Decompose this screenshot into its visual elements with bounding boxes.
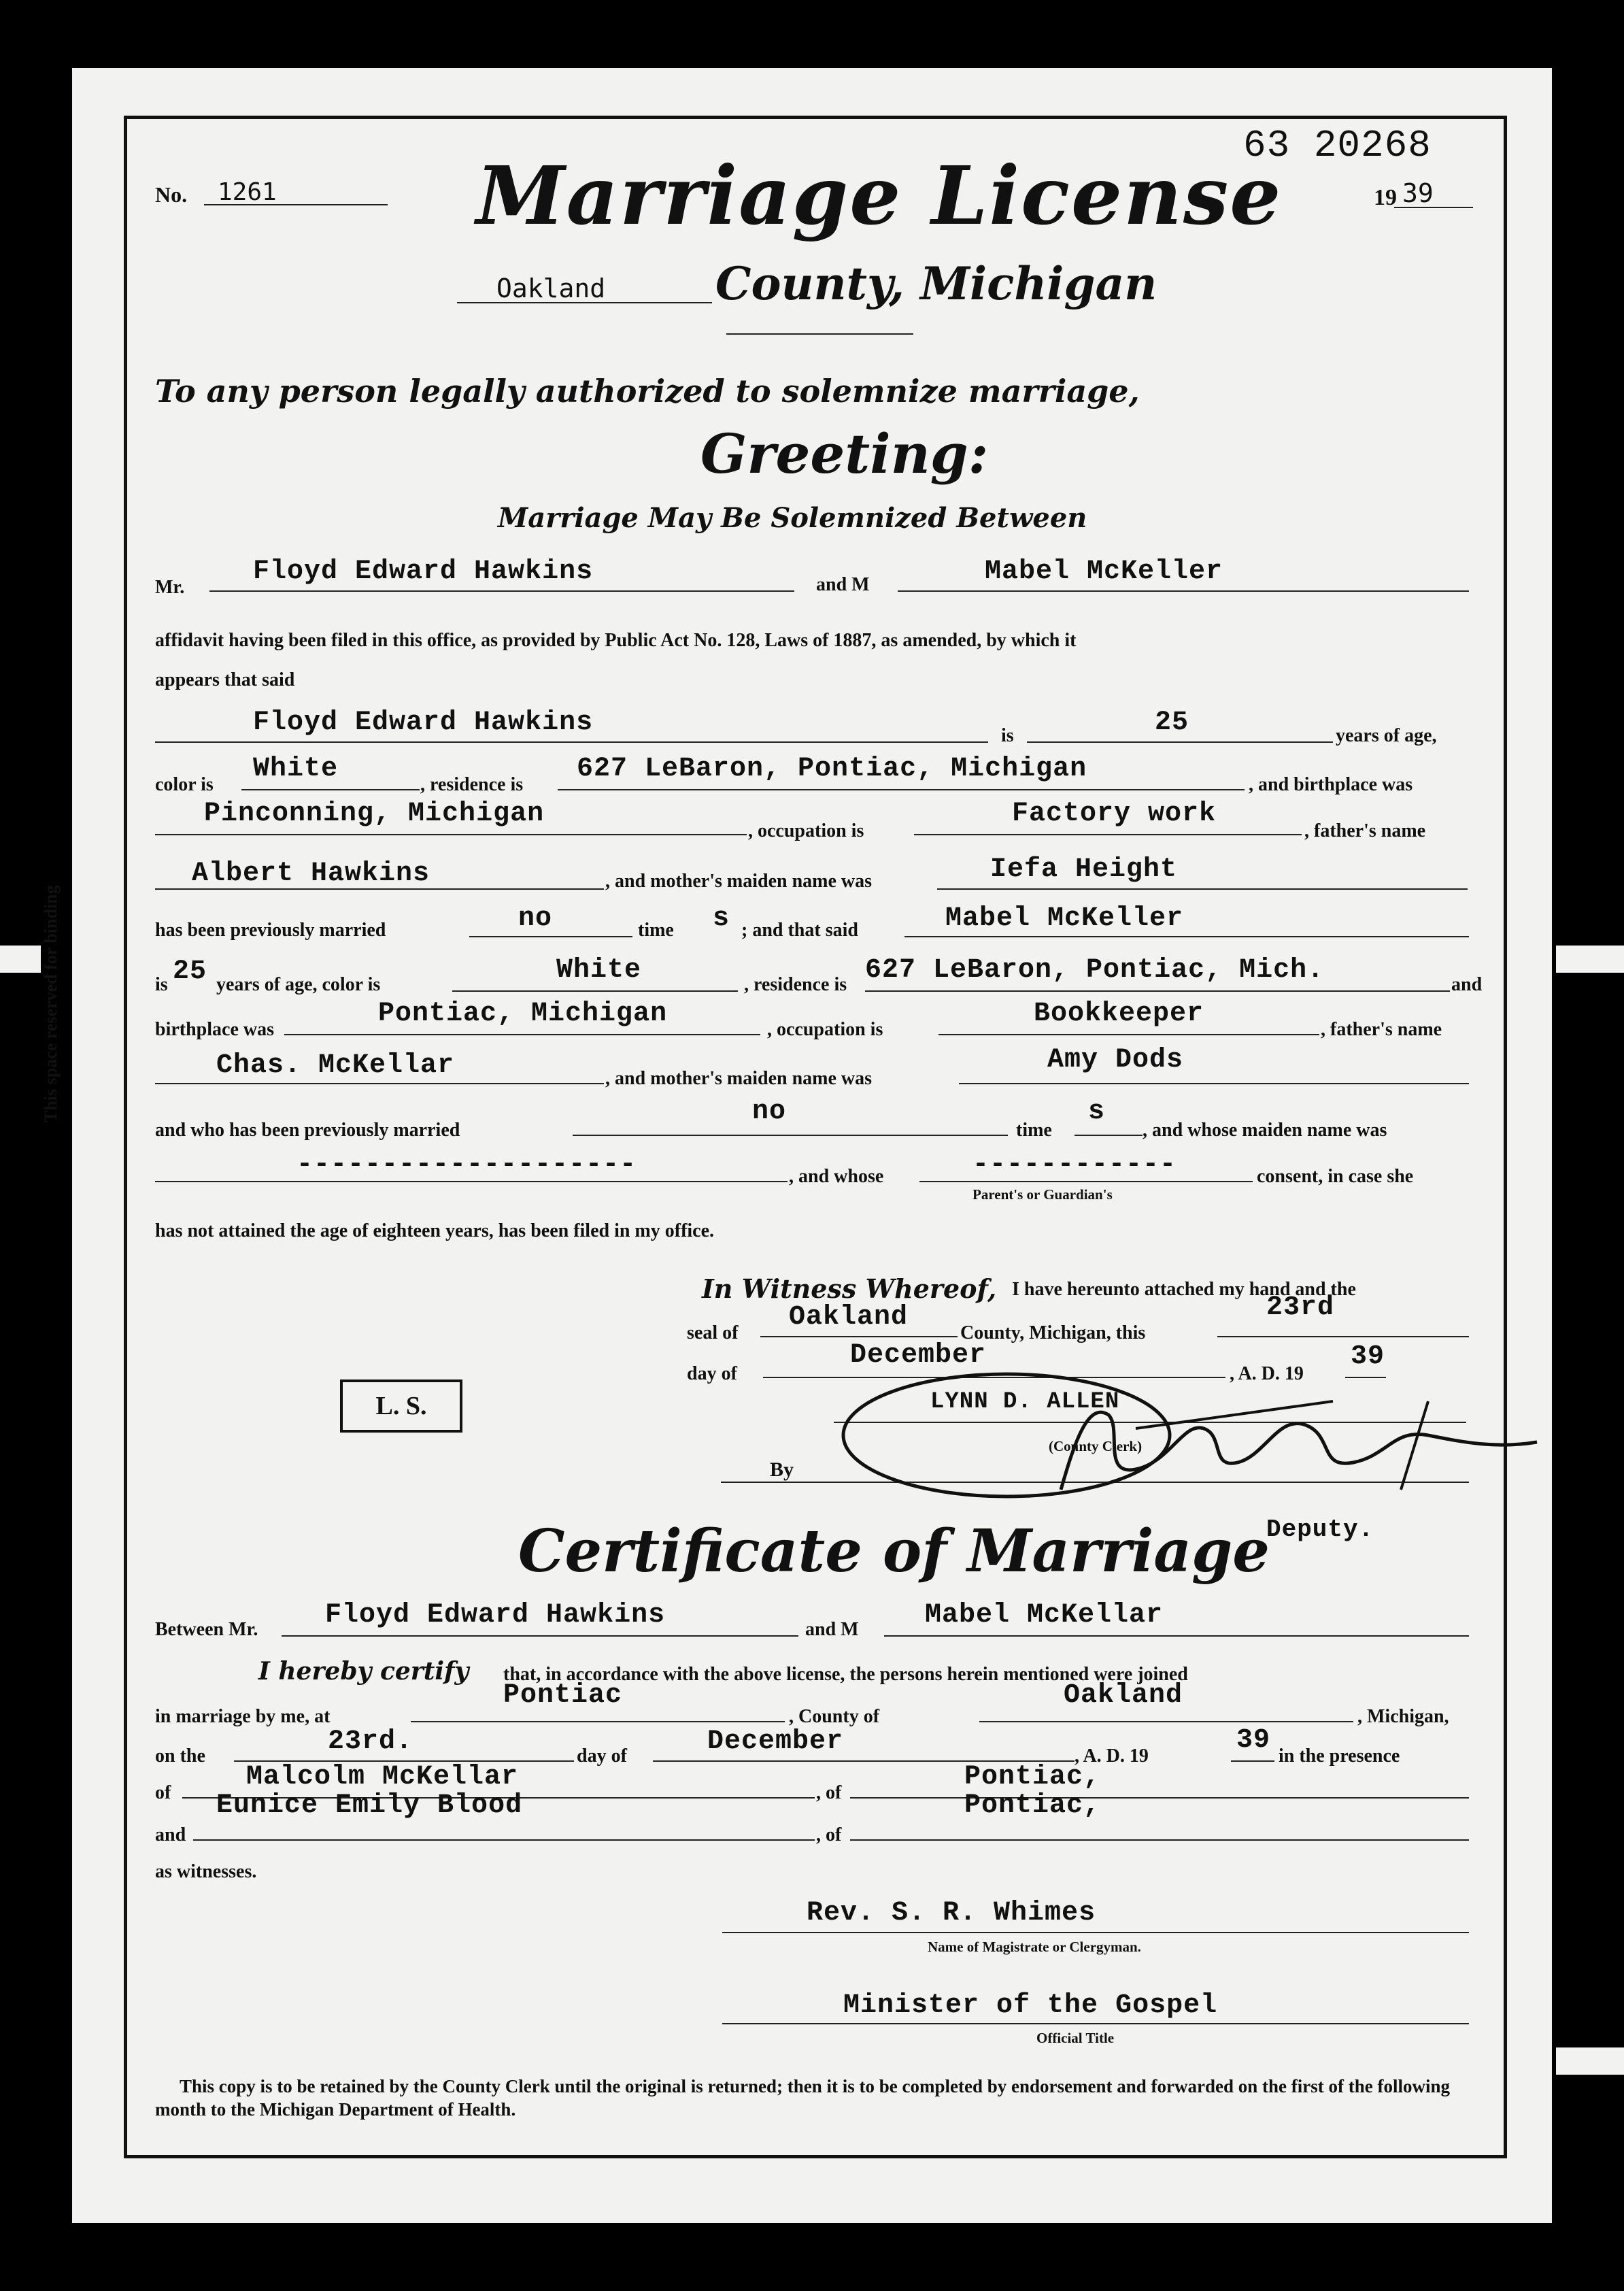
presence-label: in the presence [1279,1745,1400,1767]
cert-place: Pontiac [503,1680,623,1711]
groom-name: Floyd Edward Hawkins [253,556,594,587]
official-title-caption: Official Title [1036,2030,1115,2046]
bride-residence-line [865,990,1450,992]
salutation: To any person legally authorized to solemnize marriage, [155,373,1140,409]
affidavit-text: affidavit having been filed in this office, as provided by Public Act No. 128, Laws of 1887, as amended, by which it [155,630,1077,651]
bride-birthplace-line [284,1034,760,1035]
bride-time-label: time [1016,1120,1052,1141]
year-suffix: 39 [1402,178,1434,208]
file-number: 63 20268 [1243,124,1432,167]
deputy-label: Deputy. [1266,1516,1374,1543]
cert-groom: Floyd Edward Hawkins [325,1600,666,1631]
cert-day: 23rd. [328,1726,413,1757]
cert-and-label: and [155,1824,186,1845]
bride-mother: Amy Dods [1047,1045,1184,1075]
groom-prev-married-label: has been previously married [155,920,386,941]
bride-age: 25 [173,956,207,987]
bride-father: Chas. McKellar [216,1050,455,1081]
bride-occupation-line [938,1034,1319,1035]
year-value: 39 [1351,1341,1385,1372]
bride-residence-label: , residence is [744,974,847,995]
groom-residence-label: , residence is [420,774,524,795]
year-line [1394,207,1473,208]
seal-box: L. S. [340,1379,462,1433]
groom-prev-married: no [518,903,553,934]
cert-bride: Mabel McKellar [925,1600,1164,1631]
officiant: Rev. S. R. Whimes [807,1898,1096,1928]
witness-2-place: Pontiac, [964,1790,1101,1821]
on-the-label: on the [155,1745,205,1767]
bride-name: Mabel McKeller [985,556,1223,587]
cert-place-line [411,1721,785,1722]
greeting: Greeting: [700,422,989,486]
between-label: Between Mr. [155,1619,258,1640]
county-label: County, Michigan [715,257,1157,310]
cert-ad-label: , A. D. 19 [1075,1745,1149,1767]
certify-text: that, in accordance with the above license, the persons herein mentioned were joined [503,1664,1188,1685]
age-text: has not attained the age of eighteen years, has been filed in my office. [155,1220,715,1241]
bride-maiden-line [155,1181,788,1182]
married-label: in marriage by me, at [155,1706,331,1727]
license-no-line [204,204,388,205]
witness-1-of-label: , of [816,1782,842,1803]
witness-2: Eunice Emily Blood [216,1790,523,1821]
bride-color: White [556,955,642,986]
cert-bride-line [884,1635,1469,1637]
groom-mother-label: , and mother's maiden name was [605,871,873,892]
groom-time-label: time [638,920,674,941]
seal-label: seal of [687,1322,739,1343]
groom-birthplace: Pinconning, Michigan [204,799,545,829]
bride-birthplace-label: birthplace was [155,1019,274,1040]
cert-day-of-label: day of [577,1745,627,1767]
mr-label: Mr. [155,577,185,598]
bride-whose-label: , and whose [789,1166,884,1187]
binding-strip-left [0,946,41,973]
official-title-line [722,2023,1469,2024]
seal-county-line [760,1336,958,1337]
groom-residence-line [558,789,1245,790]
bride-name-2-line [904,936,1469,937]
cert-year: 39 [1236,1725,1271,1756]
witness-2-place-line [850,1839,1469,1841]
certify-lead: I hereby certify [258,1657,469,1686]
cert-year-line [1231,1760,1274,1762]
document-title: Marriage License [476,148,1283,243]
bride-maiden-dash: -------------------- [297,1150,637,1180]
license-no-value: 1261 [218,178,277,206]
groom-color: White [253,754,339,784]
cert-county-line [979,1721,1353,1722]
groom-father: Albert Hawkins [192,858,430,889]
bride-time-suffix: s [1088,1097,1106,1127]
cert-and-m-label: and M [805,1619,859,1640]
groom-years-label: years of age, [1336,725,1437,746]
guardian-dash: ------------ [972,1150,1177,1180]
groom-residence: 627 LeBaron, Pontiac, Michigan [577,754,1087,784]
as-witnesses: as witnesses. [155,1861,257,1882]
guardian-caption: Parent's or Guardian's [972,1186,1113,1203]
bride-color-line [452,990,738,992]
county-line [457,302,712,303]
day-of-label: day of [687,1363,737,1384]
ad-label: , A. D. 19 [1230,1363,1304,1384]
bride-father-label: , father's name [1321,1019,1442,1040]
bride-prev-married: no [752,1097,787,1127]
seal-county-label: County, Michigan, this [960,1322,1146,1343]
groom-mother: Iefa Height [990,854,1178,885]
bride-prev-married-line [573,1135,1008,1136]
bride-line [898,590,1469,592]
county-value: Oakland [496,273,606,303]
groom-occupation: Factory work [1012,799,1217,829]
groom-is-label: is [1001,725,1014,746]
binding-strip-right [1556,946,1624,973]
cert-county: Oakland [1064,1680,1183,1711]
bride-years-color-label: years of age, color is [216,974,381,995]
groom-occupation-line [914,834,1302,835]
guardian-line [919,1181,1253,1182]
bride-birthplace: Pontiac, Michigan [378,999,668,1029]
and-m-label: and M [816,574,870,595]
groom-name-2-line [155,741,988,743]
bride-occupation-label: , occupation is [767,1019,883,1040]
consent-label: consent, in case she [1257,1166,1414,1187]
bride-and-label: and [1451,974,1483,995]
cert-month: December [707,1726,844,1757]
bride-mother-label: , and mother's maiden name was [605,1068,873,1089]
bride-father-line [155,1083,604,1084]
year-prefix: 19 [1374,185,1397,210]
cert-of-label: of [155,1782,171,1803]
groom-father-line [155,888,604,890]
cert-county-label: , County of [789,1706,880,1727]
groom-time-suffix: s [713,903,730,934]
groom-prev-married-line [469,936,632,937]
witness-1-place-line [850,1797,1469,1799]
groom-mother-line [937,888,1468,890]
clerk-caption: (County Clerk) [1049,1438,1143,1454]
bride-prev-married-label: and who has been previously married [155,1120,460,1141]
binding-note: This space reserved for binding [41,885,61,1122]
groom-father-label: , father's name [1304,820,1426,841]
witness-1: Malcolm McKellar [246,1762,519,1792]
witness-1-place: Pontiac, [964,1762,1101,1792]
license-no-label: No. [155,182,188,207]
groom-birthplace-label: , and birthplace was [1249,774,1413,795]
day-value: 23rd [1266,1292,1335,1323]
official-title: Minister of the Gospel [843,1990,1218,2021]
witness-2-line [193,1839,815,1841]
groom-line [209,590,794,592]
officiant-line [722,1932,1469,1933]
and-that-label: ; and that said [741,920,858,941]
certificate-title: Certificate of Marriage [518,1517,1270,1586]
witness-text: I have hereunto attached my hand and the [1012,1279,1356,1300]
bride-occupation: Bookkeeper [1034,999,1204,1029]
bride-residence: 627 LeBaron, Pontiac, Mich. [865,955,1325,986]
footer-note: This copy is to be retained by the County Clerk until the original is returned; then it is to be completed by endorsement and forwarded on the first of the following month to the Michigan Department of Health. [155,2076,1450,2120]
bride-maiden-label: , and whose maiden name was [1143,1120,1387,1141]
groom-occupation-label: , occupation is [748,820,864,841]
by-label: By [770,1458,794,1481]
month-value: December [850,1340,987,1371]
subheading: Marriage May Be Solemnized Between [498,502,1087,534]
groom-age: 25 [1155,707,1189,738]
binding-strip-right-lower [1556,2047,1624,2075]
witness-2-of-label: , of [816,1824,842,1845]
cert-michigan-label: , Michigan, [1357,1706,1449,1727]
groom-birthplace-line [155,834,747,835]
clerk-name: LYNN D. ALLEN [930,1389,1120,1415]
bride-time-line [1075,1135,1143,1136]
bride-mother-line [959,1083,1469,1084]
groom-color-label: color is [155,774,214,795]
seal-county: Oakland [789,1302,909,1333]
cert-groom-line [282,1635,798,1637]
witness-whereof: In Witness Whereof, [702,1273,997,1304]
title-rule [726,333,913,335]
officiant-caption: Name of Magistrate or Clergyman. [928,1939,1141,1955]
groom-name-2: Floyd Edward Hawkins [253,707,594,738]
deputy-signature [816,1360,1551,1517]
groom-color-line [241,789,420,790]
bride-name-2: Mabel McKeller [945,903,1184,934]
groom-age-line [1027,741,1333,743]
bride-is-label: is [155,974,168,995]
day-line [1217,1336,1469,1337]
appears-text: appears that said [155,669,295,690]
